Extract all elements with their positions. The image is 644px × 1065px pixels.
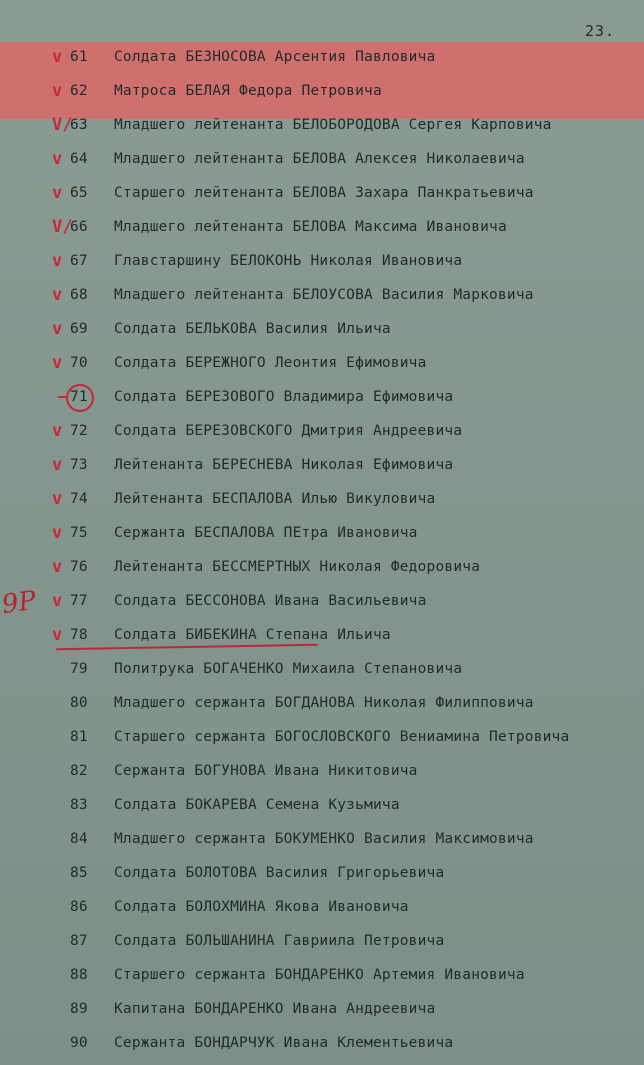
check-mark: v xyxy=(52,183,63,203)
entry-text: Солдата БОЛЬШАНИНА Гавриила Петровича xyxy=(114,933,445,949)
entry-number: 68 xyxy=(70,287,88,303)
entry-number: 86 xyxy=(70,899,88,915)
entry-text: Лейтенанта БЕРЕСНЕВА Николая Ефимовича xyxy=(114,457,454,473)
entry-text: Старшего лейтенанта БЕЛОВА Захара Панкратьевича xyxy=(114,185,534,201)
entry-number: 87 xyxy=(70,933,88,949)
entry-text: Лейтенанта БЕССМЕРТНЫХ Николая Федоровича xyxy=(114,559,481,575)
list-item xyxy=(0,856,644,890)
entry-text: Младшего лейтенанта БЕЛОВА Максима Ивановича xyxy=(114,219,507,235)
entry-text: Солдата БОЛОТОВА Василия Григорьевича xyxy=(114,865,445,881)
check-mark: v xyxy=(52,149,63,169)
entry-number: 72 xyxy=(70,423,88,439)
list-item xyxy=(0,958,644,992)
list-item xyxy=(0,516,644,550)
list-item xyxy=(0,482,644,516)
list-item xyxy=(0,992,644,1026)
list-item xyxy=(0,652,644,686)
entry-text: Старшего сержанта БОНДАРЕНКО Артемия Ивановича xyxy=(114,967,525,983)
check-mark: v xyxy=(52,557,63,577)
entry-text: Капитана БОНДАРЕНКО Ивана Андреевича xyxy=(114,1001,436,1017)
entry-number: 82 xyxy=(70,763,88,779)
entry-number: 76 xyxy=(70,559,88,575)
entry-text: Солдата БЕЛЬКОВА Василия Ильича xyxy=(114,321,391,337)
entry-text: Солдата БЕЗНОСОВА Арсентия Павловича xyxy=(114,49,436,65)
entry-number: 70 xyxy=(70,355,88,371)
list-item xyxy=(0,686,644,720)
list-item xyxy=(0,380,644,414)
entry-number: 84 xyxy=(70,831,88,847)
entry-number: 69 xyxy=(70,321,88,337)
entry-number: 74 xyxy=(70,491,88,507)
list-item xyxy=(0,720,644,754)
entry-text: Сержанта БЕСПАЛОВА ПЕтра Ивановича xyxy=(114,525,418,541)
check-mark: v xyxy=(52,625,63,645)
entry-text: Политрука БОГАЧЕНКО Михаила Степановича xyxy=(114,661,463,677)
entry-number: 73 xyxy=(70,457,88,473)
check-mark: v xyxy=(52,353,63,373)
entry-number: 83 xyxy=(70,797,88,813)
entry-text: Младшего сержанта БОГДАНОВА Николая Филипповича xyxy=(114,695,534,711)
check-mark: v xyxy=(52,591,63,611)
entry-number: 77 xyxy=(70,593,88,609)
list-item xyxy=(0,108,644,142)
entry-number: 63 xyxy=(70,117,88,133)
entry-number: 75 xyxy=(70,525,88,541)
entry-number: 78 xyxy=(70,627,88,643)
list-item xyxy=(0,40,644,74)
entry-number: 66 xyxy=(70,219,88,235)
entry-number: 81 xyxy=(70,729,88,745)
check-mark: v xyxy=(52,285,63,305)
check-mark: v xyxy=(52,489,63,509)
entry-text: Солдата БОКАРЕВА Семена Кузьмича xyxy=(114,797,400,813)
list-item xyxy=(0,550,644,584)
entry-number: 71 xyxy=(70,389,88,405)
list-item xyxy=(0,788,644,822)
entry-text: Младшего лейтенанта БЕЛОУСОВА Василия Марковича xyxy=(114,287,534,303)
list-item xyxy=(0,822,644,856)
list-item xyxy=(0,754,644,788)
entry-number: 88 xyxy=(70,967,88,983)
check-mark: v xyxy=(52,47,63,67)
check-mark: V/ xyxy=(52,217,73,237)
check-mark: V/ xyxy=(52,115,73,135)
page-number: 23. xyxy=(585,22,616,40)
entry-text: Младшего сержанта БОКУМЕНКО Василия Максимовича xyxy=(114,831,534,847)
entry-text: Главстаршину БЕЛОКОНЬ Николая Ивановича xyxy=(114,253,463,269)
list-item xyxy=(0,74,644,108)
entry-text: Матроса БЕЛАЯ Федора Петровича xyxy=(114,83,382,99)
check-mark: v xyxy=(52,251,63,271)
entry-text: Сержанта БОНДАРЧУК Ивана Клементьевича xyxy=(114,1035,454,1051)
list-item xyxy=(0,142,644,176)
entry-number: 89 xyxy=(70,1001,88,1017)
check-mark: v xyxy=(52,455,63,475)
entry-number: 64 xyxy=(70,151,88,167)
entry-number: 62 xyxy=(70,83,88,99)
check-mark: v xyxy=(52,421,63,441)
entry-text: Солдата БЕРЕЗОВОГО Владимира Ефимовича xyxy=(114,389,454,405)
entry-text: Старшего сержанта БОГОСЛОВСКОГО Вениамина Петровича xyxy=(114,729,570,745)
entry-text: Солдата БЕССОНОВА Ивана Васильевича xyxy=(114,593,427,609)
entry-text: Младшего лейтенанта БЕЛОВА Алексея Николаевича xyxy=(114,151,525,167)
entry-number: 61 xyxy=(70,49,88,65)
entry-text: Солдата БЕРЕЗОВСКОГО Дмитрия Андреевича xyxy=(114,423,463,439)
entry-text: Солдата БЕРЕЖНОГО Леонтия Ефимовича xyxy=(114,355,427,371)
list-item xyxy=(0,210,644,244)
entry-text: Лейтенанта БЕСПАЛОВА Илью Викуловича xyxy=(114,491,436,507)
list-item xyxy=(0,414,644,448)
list-item xyxy=(0,176,644,210)
list-item xyxy=(0,278,644,312)
list-item xyxy=(0,924,644,958)
entry-number: 65 xyxy=(70,185,88,201)
margin-note: 9Р xyxy=(0,585,38,621)
entry-number: 90 xyxy=(70,1035,88,1051)
entry-text: Солдата БИБЕКИНА Степана Ильича xyxy=(114,627,391,643)
entry-number: 79 xyxy=(70,661,88,677)
list-item xyxy=(0,584,644,621)
entry-text: Сержанта БОГУНОВА Ивана Никитовича xyxy=(114,763,418,779)
entry-list xyxy=(0,40,644,1060)
list-item xyxy=(0,312,644,346)
check-mark: v xyxy=(52,319,63,339)
entry-text: Младшего лейтенанта БЕЛОБОРОДОВА Сергея Карповича xyxy=(114,117,552,133)
list-item xyxy=(0,1026,644,1060)
entry-number: 85 xyxy=(70,865,88,881)
entry-number: 80 xyxy=(70,695,88,711)
list-item xyxy=(0,244,644,278)
entry-number: 67 xyxy=(70,253,88,269)
list-item xyxy=(0,448,644,482)
check-mark: v xyxy=(52,523,63,543)
list-item xyxy=(0,890,644,924)
check-mark: v xyxy=(52,81,63,101)
list-item xyxy=(0,346,644,380)
entry-text: Солдата БОЛОХМИНА Якова Ивановича xyxy=(114,899,409,915)
